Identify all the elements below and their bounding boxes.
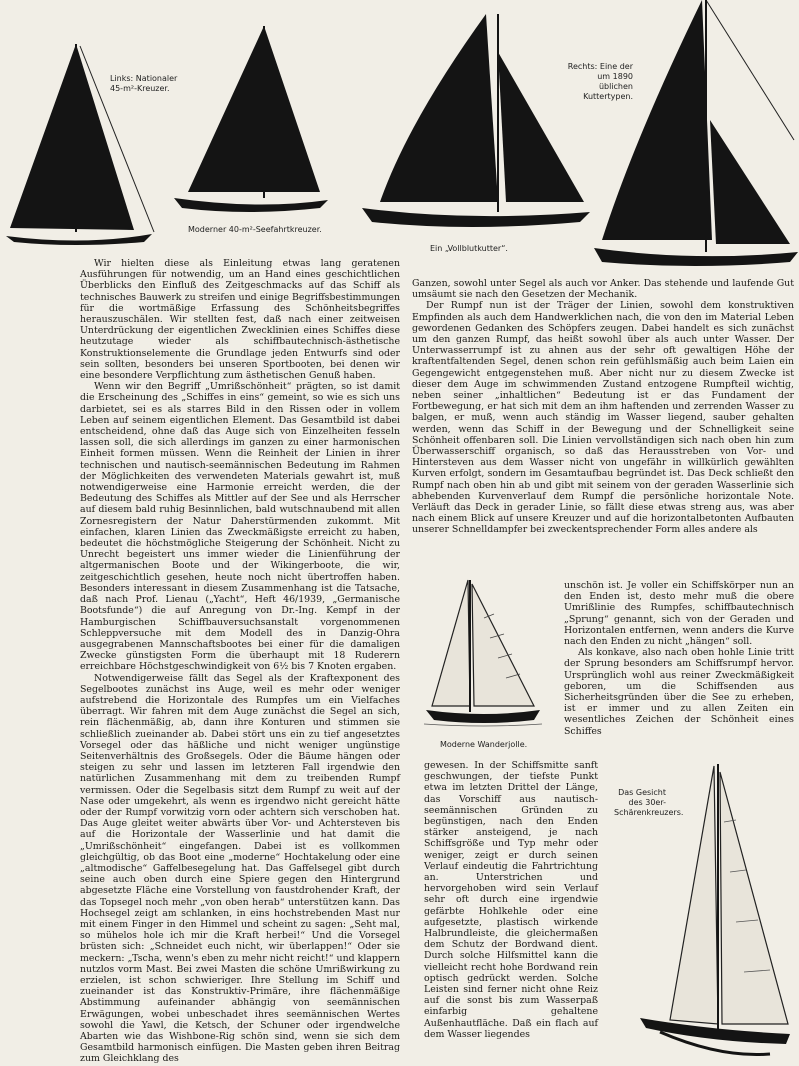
sailboat-vollblutkutter-illustration (348, 12, 598, 242)
caption-1890-cutter: Rechts: Eine der um 1890 üblichen Kuttertypen. (567, 62, 633, 101)
caption-45m-cruiser: Links: Nationaler 45-m²-Kreuzer. (110, 74, 178, 93)
left-text-column (80, 258, 400, 1065)
sailboat-1890-cutter-illustration (594, 0, 799, 270)
paragraph: Ganzen, sowohl unter Segel als auch vor Anker. Das stehende und laufende Gut umsäumt sie nach den Gesetzen der Mechanik. (412, 278, 794, 301)
moderne-wanderjolle-illustration (424, 578, 544, 728)
paragraph: Notwendigerweise fällt das Segel als der Kraftexponent des Segelbootes zunächst ins Auge, weil es mehr oder weniger aufstrebend die Horizontale des Rumpfes um ein Vielfaches überragt. Wir fahren mit dem Auge zunächst die Segel an sich, rein flächenmäßig, ab, dann ihre Konturen und stimmen sie schließlich zueinander ab. Dabei stört uns ein zu tief angesetztes Vorsegel oder das häßliche und nicht weniger ungünstige Seitenverhältnis des Großsegels. Oder die Bäume hängen oder steigen zu sehr und lassen im letzteren Fall irgendwie den natürlichen Zusammenhang mit dem zu treibenden Rumpf vermissen. Oder die Segelbasis sitzt dem Rumpf zu weit auf der Nase oder umgekehrt, als wenn es irgendwo nicht gereicht hätte oder der Rumpf vorwitzig vorn oder achtern sich verschoben hat. Das Auge gleitet weiter abwärts über Vor- und Achtersteven bis auf die Horizontale der Wasserlinie und hat damit die „Umrißschönheit“ eingefangen. Dabei ist es vollkommen gleichgültig, ob das Boot eine „moderne“ Hochtakelung oder eine „altmodische“ Gaffelbesegelung hat. Das Gaffelsegel gibt durch seine auch oben durch eine Spiere gegen den Hintergrund abgesetzte Fläche eine Vorstellung von faustdrohender Kraft, der das Topsegel noch mehr „von oben herab“ unterstützen kann. Das Hochsegel zeigt am schlanken, in eins hochstrebenden Mast nur mit einem Finger in den Himmel und scheint zu sagen: „Seht mal, so mühelos hole ich mir die Kraft herbei!“ Und die Vorsegel brüsten sich: „Schneidet euch nicht, wir überlappen!“ Oder sie meckern: „Tscha, wenn's eben zu mehr nicht reicht!“ und klappern nutzlos vorm Mast. Bei zwei Masten die schöne Umrißwirkung zu erzielen, ist schon schwieriger. Ihre Stellung im Schiff und zueinander ist das Konstruktiv-Primäre, ihre flächenmäßige Abstimmung aufeinander abhängig von seemännischen Erwägungen, wobei unbeschadet ihres seemännischen Wertes sowohl die Yawl, die Ketsch, der Schuner oder irgendwelche Abarten wie das Wishbone-Rig schön sind, wenn sie sich dem Gesamtbild harmonisch einfügen. Die Masten geben ihren Beitrag zum Gleichklang des (80, 672, 400, 1065)
paragraph: Der Rumpf nun ist der Träger der Linien, sowohl dem konstruktiven Empfinden als auch dem Handwerklichen nach, die von den im Material Leben gewordenen Gedanken des Schöpfers zeugen. Dabei handelt es sich zunächst um den ganzen Rumpf, das heißt sowohl über als auch unter Wasser. Der Unterwasserrumpf ist zu ahnen aus der sehr oft gewaltigen Höhe der kraftentfaltenden Segel, denen schon rein gefühlsmäßig auch beim Laien ein Gegengewicht entgegenstehen muß. Aber nicht nur zu diesem Zwecke ist dieser dem Auge im schwimmenden Zustand entzogene Rumpfteil wichtig, neben seiner „inhaltlichen“ Bedeutung ist er das Fundament der Fortbewegung, er hat sich mit dem an ihm haftenden und zerrenden Wasser zu balgen, er muß, wenn auch ständig im Wasser liegend, sauber gehalten werden, wenn das Schiff in der Bewegung und der Schnelligkeit seine Schönheit offenbaren soll. Die Linien vervollständigen sich nach oben hin zum Überwasserschiff organisch, so daß das Herausstreben von Vor- und Hintersteven aus dem Wasser nicht von ungefähr in willkürlich gewählten Kurven erfolgt, sondern im Gesamtaufbau begründet ist. Das Deck schließt den Rumpf nach oben hin ab und gibt mit seinem von der geraden Wasserlinie sich abhebenden Kurvenverlauf dem Rumpf die persönliche horizontale Note. Verläuft das Deck in gerader Linie, so fällt diese etwas streng aus, was aber nach einem Blick auf unsere Kreuzer und auf die horizontalbetonten Aufbauten unserer Schnelldampfer bei zweckentsprechender Form alles andere als (412, 300, 794, 536)
caption-40m-cruiser: Moderner 40-m²-Seefahrtkreuzer. (188, 225, 322, 234)
right-text-column-bottom (424, 760, 598, 1060)
right-text-column-top (412, 278, 794, 580)
caption-wanderjolle: Moderne Wanderjolle. (440, 740, 528, 749)
paragraph: gewesen. In der Schiffsmitte sanft geschwungen, der tiefste Punkt etwa im letzten Drittel der Länge, das Vorschiff aus nautisch-seemännischen Gründen zu begünstigen, nach den Enden stärker ansteigend, je nach Schiffsgröße und Typ mehr oder weniger, zeigt er durch seinen Verlauf eindeutig die Fahrtrichtung an. Unterstrichen und hervorgehoben wird sein Verlauf sehr oft durch eine irgendwie gefärbte Hohlkehle oder eine aufgesetzte, plastisch wirkende Halbrundleiste, die gleichermaßen dem Schutz der Bordwand dient. Durch solche Hilfsmittel kann die vielleicht recht hohe Bordwand rein optisch gedrückt werden. Solche Leisten sind ferner nicht ohne Reiz auf die sonst bis zum Wasserpaß einfarbig gehaltene Außenhautfläche. Daß ein flach auf dem Wasser liegendes (424, 760, 598, 1040)
paragraph: Wir hielten diese als Einleitung etwas lang geratenen Ausführungen für notwendig, um an Hand eines geschichtlichen Überblicks den Einfluß des Zeitgeschmacks auf das Schiff als technisches Bauwerk zu streifen und einige Begriffsbestimmungen für die wortmäßige Erfassung des Schönheitsbegriffes herauszuschälen. Wir stellten fest, daß nach einer zeitweisen Unterdrückung der eigentlichen Zwecklinien eines Schiffes diese heutzutage wieder als schiffbautechnisch-ästhetische Konstruktionselemente die Grundlage jeden Entwurfs sind oder sein sollten, besonders bei unseren Sportbooten, bei denen wir eine besondere Verpflichtung zum ästhetischen Genuß haben. (80, 258, 400, 382)
paragraph: Wenn wir den Begriff „Umrißschönheit“ prägten, so ist damit die Erscheinung des „Schiffes in eins“ gemeint, so wie es sich uns darbietet, sei es als starres Bild in den Rissen oder in vollem Leben auf seinem eigentlichen Element. Das Gesamtbild ist dabei entscheidend, ohne daß das Auge sich von Einzelheiten fesseln lassen soll, die sich allerdings im ganzen zu einer harmonischen Einheit formen müssen. Wenn die Reinheit der Linien in ihrer technischen und nautisch-seemännischen Bedeutung im Rahmen der Möglichkeiten des verwendeten Materials gewahrt ist, muß notwendigerweise eine Harmonie erreicht werden, die der Bedeutung des Schiffes als Mittler auf der See und als Herrscher auf diesem bald ruhig Besinnlichen, bald wutschnaubend mit allen Zornesregistern der Natur Daherstürmenden zukommt. Mit einfachen, klaren Linien das Zweckmäßigste erreicht zu haben, bedeutet die höchstmögliche Steigerung der Schönheit. Nicht zu Unrecht begeistert uns immer wieder die Linienführung der altgermanischen Boote und der Wikingerboote, die wir, zeitgeschichtlich gesehen, heute noch nicht übertroffen haben. Besonders interessant in diesem Zusammenhang ist die Tatsache, daß nach Prof. Lienau („Yacht“, Heft 46/1939, „Germanische Bootsfunde“) die auf Anregung von Dr.-Ing. Kempf in der Hamburgischen Schiffbauversuchsanstalt vorgenommenen Schleppversuche mit dem Modell des in Danzig-Ohra ausgegrabenen Mannschaftsbootes bei einer für die damaligen Zwecke günstigsten Form die überhaupt mit 18 Ruderern erreichbare Höchstgeschwindigkeit von 6½ bis 7 Knoten ergaben. (80, 381, 400, 673)
sailboat-45m-cruiser-illustration (4, 40, 169, 250)
right-text-column-middle (564, 580, 794, 758)
caption-vollblutkutter: Ein „Vollblutkutter“. (430, 244, 508, 253)
paragraph: unschön ist. Je voller ein Schiffskörper nun an den Enden ist, desto mehr muß die obere Umrißlinie des Rumpfes, schiffbautechnisch „Sprung“ genannt, sich von der Geraden und Horizontalen entfernen, wenn anders die Kurve nach den Enden zu nicht „hängen“ soll. (564, 580, 794, 648)
caption-schaerenkreuzer: Das Gesicht des 30er-Schärenkreuzers. (614, 788, 684, 817)
sailboat-40m-seefahrtkreuzer-illustration (168, 22, 333, 227)
paragraph: Als konkave, also nach oben hohle Linie tritt der Sprung besonders am Schiffsrumpf hervor. Ursprünglich wohl aus reiner Zweckmäßigkeit geboren, um die Schiffsenden aus Sicherheitsgründen über die See zu erheben, ist er immer und zu allen Zeiten ein wesentliches Zeichen der Schönheit eines Schiffes (564, 647, 794, 737)
